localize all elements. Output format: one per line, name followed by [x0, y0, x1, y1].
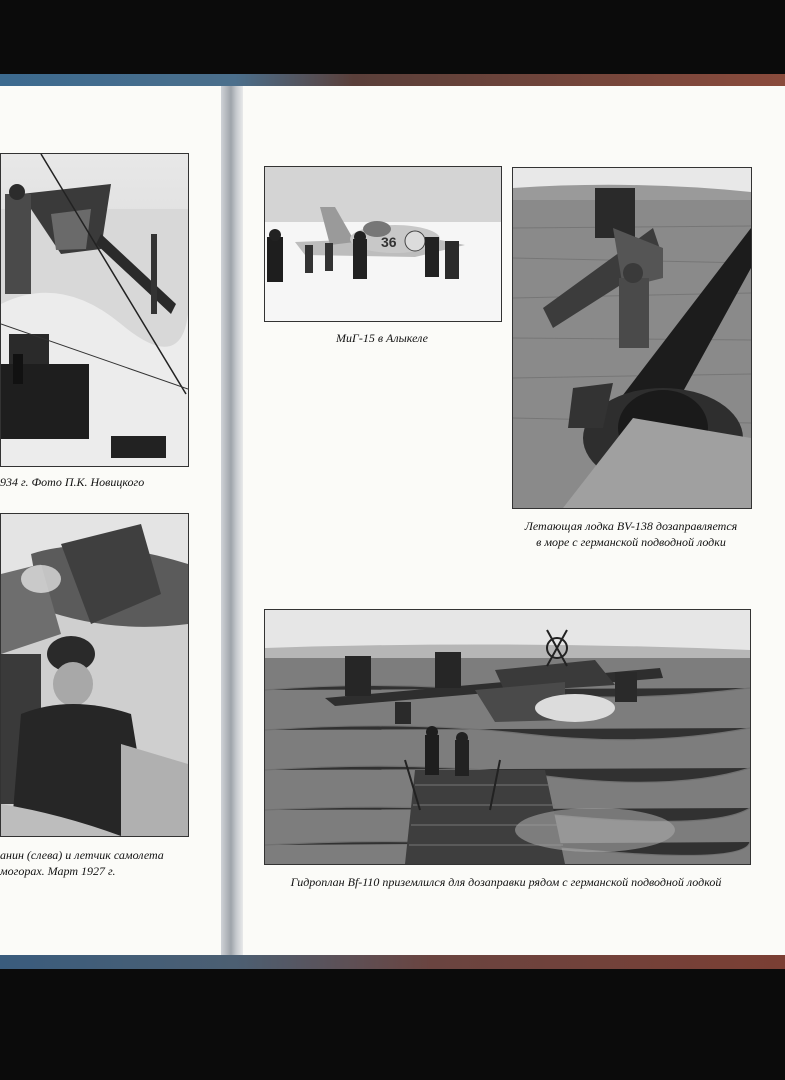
photo-bv138-submarine	[512, 167, 752, 509]
photo-bf110-seaplane	[264, 609, 751, 865]
photo-mig15	[264, 166, 502, 322]
book-cover-edge-bottom	[0, 955, 785, 969]
caption-mig: МиГ-15 в Алыкеле	[336, 331, 428, 345]
caption-left-bottom-line1: анин (слева) и летчик самолета	[0, 848, 164, 862]
caption-bv138-line2: в море с германской подводной лодки	[536, 535, 726, 549]
book-gutter	[221, 86, 243, 956]
caption-left-bottom-line2: могорах. Март 1927 г.	[0, 864, 116, 878]
caption-left-top: 934 г. Фото П.К. Новицкого	[0, 475, 145, 489]
aircraft-number: 36	[381, 234, 397, 250]
caption-bf110: Гидроплан Bf-110 приземлился для дозаправки рядом с германской подводной лодкой	[290, 875, 722, 889]
photo-arctic-camp	[0, 153, 189, 467]
photo-aviators-portrait	[0, 513, 189, 837]
caption-bv138-line1: Летающая лодка BV-138 дозаправляется	[524, 519, 738, 533]
